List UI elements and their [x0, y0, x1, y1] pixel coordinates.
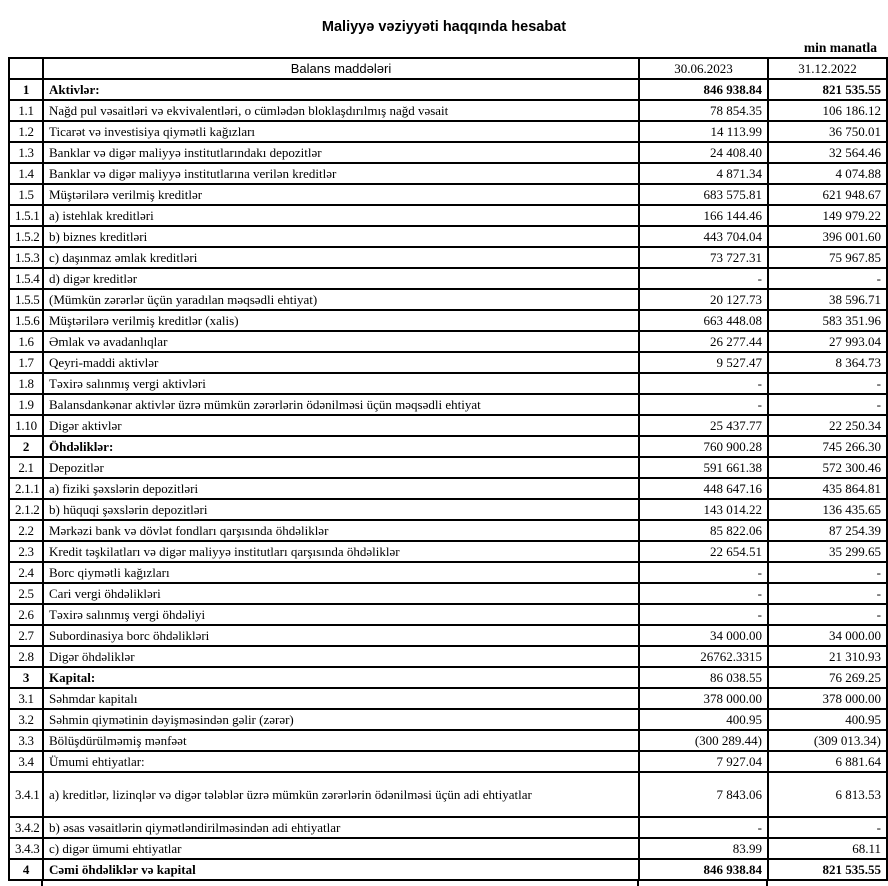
row-number: 2.3: [9, 541, 43, 562]
table-row: [9, 310, 887, 331]
row-label: Bölüşdürülməmiş mənfəət: [43, 730, 639, 751]
table-row: [9, 163, 887, 184]
table-row: [9, 709, 887, 730]
table-row: [9, 268, 887, 289]
row-label: Ümumi ehtiyatlar:: [43, 751, 639, 772]
row-number: 2.2: [9, 520, 43, 541]
column-line-stub: [637, 881, 639, 886]
row-number: 2.7: [9, 625, 43, 646]
row-number: 3.2: [9, 709, 43, 730]
row-value-30-06-2023: 26762.3315: [639, 646, 768, 667]
table-row: [9, 478, 887, 499]
row-number: 3.3: [9, 730, 43, 751]
row-number: 2.1.2: [9, 499, 43, 520]
row-value-31-12-2022: (309 013.34): [768, 730, 887, 751]
row-number: 1.5.5: [9, 289, 43, 310]
row-value-31-12-2022: -: [768, 562, 887, 583]
row-value-31-12-2022: 38 596.71: [768, 289, 887, 310]
row-number: 2.1: [9, 457, 43, 478]
row-value-31-12-2022: 35 299.65: [768, 541, 887, 562]
row-value-30-06-2023: 378 000.00: [639, 688, 768, 709]
row-value-30-06-2023: 14 113.99: [639, 121, 768, 142]
table-row: [9, 667, 887, 688]
row-number: 1.7: [9, 352, 43, 373]
row-label: Digər aktivlər: [43, 415, 639, 436]
row-label: c) digər ümumi ehtiyatlar: [43, 838, 639, 859]
row-value-30-06-2023: 83.99: [639, 838, 768, 859]
row-value-31-12-2022: 745 266.30: [768, 436, 887, 457]
table-row: [9, 289, 887, 310]
row-value-31-12-2022: 4 074.88: [768, 163, 887, 184]
row-label: d) digər kreditlər: [43, 268, 639, 289]
row-value-31-12-2022: 106 186.12: [768, 100, 887, 121]
row-value-30-06-2023: -: [639, 268, 768, 289]
table-row: [9, 352, 887, 373]
row-value-30-06-2023: -: [639, 817, 768, 838]
table-row: [9, 415, 887, 436]
row-value-30-06-2023: 7 927.04: [639, 751, 768, 772]
row-value-31-12-2022: 87 254.39: [768, 520, 887, 541]
table-row: [9, 817, 887, 838]
row-label: Digər öhdəliklər: [43, 646, 639, 667]
header-balance-items: Balans maddələri: [43, 58, 639, 79]
row-label: Mərkəzi bank və dövlət fondları qarşısında öhdəliklər: [43, 520, 639, 541]
row-value-31-12-2022: -: [768, 268, 887, 289]
row-label: Cari vergi öhdəlikləri: [43, 583, 639, 604]
row-value-30-06-2023: 86 038.55: [639, 667, 768, 688]
table-row: [9, 772, 887, 817]
row-value-31-12-2022: 821 535.55: [768, 859, 887, 880]
unit-note: min manatla: [803, 40, 877, 55]
row-value-31-12-2022: 8 364.73: [768, 352, 887, 373]
column-line-stub: [41, 881, 43, 886]
row-value-31-12-2022: -: [768, 373, 887, 394]
table-row: [9, 436, 887, 457]
table-row: [9, 838, 887, 859]
row-value-30-06-2023: -: [639, 604, 768, 625]
row-value-30-06-2023: -: [639, 373, 768, 394]
row-number: 3.4: [9, 751, 43, 772]
row-label: Nağd pul vəsaitləri və ekvivalentləri, o cümlədən bloklaşdırılmış nağd vəsait: [43, 100, 639, 121]
row-value-30-06-2023: 760 900.28: [639, 436, 768, 457]
row-value-31-12-2022: 76 269.25: [768, 667, 887, 688]
row-label: Müştərilərə verilmiş kreditlər: [43, 184, 639, 205]
table-row: [9, 331, 887, 352]
row-value-31-12-2022: -: [768, 604, 887, 625]
row-value-30-06-2023: 22 654.51: [639, 541, 768, 562]
row-value-30-06-2023: 683 575.81: [639, 184, 768, 205]
row-value-30-06-2023: 846 938.84: [639, 859, 768, 880]
row-label: a) istehlak kreditləri: [43, 205, 639, 226]
table-row: [9, 646, 887, 667]
row-label: a) fiziki şəxslərin depozitləri: [43, 478, 639, 499]
row-number: 1.9: [9, 394, 43, 415]
row-label: b) hüquqi şəxslərin depozitləri: [43, 499, 639, 520]
row-value-31-12-2022: 621 948.67: [768, 184, 887, 205]
row-value-31-12-2022: 21 310.93: [768, 646, 887, 667]
row-value-31-12-2022: 572 300.46: [768, 457, 887, 478]
row-value-30-06-2023: 7 843.06: [639, 772, 768, 817]
row-value-30-06-2023: 9 527.47: [639, 352, 768, 373]
row-label: Ticarət və investisiya qiymətli kağızları: [43, 121, 639, 142]
row-value-30-06-2023: -: [639, 583, 768, 604]
row-number: 2: [9, 436, 43, 457]
row-value-30-06-2023: 400.95: [639, 709, 768, 730]
row-number: 2.4: [9, 562, 43, 583]
row-value-30-06-2023: -: [639, 562, 768, 583]
row-value-30-06-2023: 443 704.04: [639, 226, 768, 247]
table-row: [9, 142, 887, 163]
row-value-31-12-2022: 6 813.53: [768, 772, 887, 817]
row-label: b) biznes kreditləri: [43, 226, 639, 247]
row-value-31-12-2022: 136 435.65: [768, 499, 887, 520]
table-row: [9, 79, 887, 100]
row-value-30-06-2023: 34 000.00: [639, 625, 768, 646]
row-number: 3.4.1: [9, 772, 43, 817]
row-value-30-06-2023: -: [639, 394, 768, 415]
row-number: 1.2: [9, 121, 43, 142]
row-number: 1.3: [9, 142, 43, 163]
row-number: 1.10: [9, 415, 43, 436]
row-number: 3.1: [9, 688, 43, 709]
row-label: Borc qiymətli kağızları: [43, 562, 639, 583]
row-label: a) kreditlər, lizinqlər və digər tələblər üzrə mümkün zərərlərin ödənilməsi üçün adi ehtiyatlar: [43, 772, 639, 817]
row-label: Öhdəliklər:: [43, 436, 639, 457]
row-number: 2.6: [9, 604, 43, 625]
row-value-30-06-2023: 166 144.46: [639, 205, 768, 226]
table-row: [9, 751, 887, 772]
row-number: 1: [9, 79, 43, 100]
header-number-cell: [9, 58, 43, 79]
row-number: 2.8: [9, 646, 43, 667]
row-number: 2.1.1: [9, 478, 43, 499]
table-header-row: [9, 58, 887, 79]
row-number: 1.1: [9, 100, 43, 121]
row-value-31-12-2022: 32 564.46: [768, 142, 887, 163]
table-row: [9, 100, 887, 121]
table-row: [9, 688, 887, 709]
row-label: Aktivlər:: [43, 79, 639, 100]
row-value-31-12-2022: -: [768, 583, 887, 604]
row-value-30-06-2023: 24 408.40: [639, 142, 768, 163]
row-value-30-06-2023: 85 822.06: [639, 520, 768, 541]
table-row: [9, 457, 887, 478]
row-value-31-12-2022: 435 864.81: [768, 478, 887, 499]
header-date-31-12-2022: 31.12.2022: [768, 58, 887, 79]
table-row: [9, 121, 887, 142]
row-number: 3.4.2: [9, 817, 43, 838]
row-number: 3: [9, 667, 43, 688]
row-value-30-06-2023: 78 854.35: [639, 100, 768, 121]
row-number: 1.5.3: [9, 247, 43, 268]
row-label: Təxirə salınmış vergi öhdəliyi: [43, 604, 639, 625]
row-value-31-12-2022: 821 535.55: [768, 79, 887, 100]
balance-sheet-table-wrapper: [8, 57, 888, 881]
row-number: 1.8: [9, 373, 43, 394]
row-label: Balansdankənar aktivlər üzrə mümkün zərərlərin ödənilməsi üçün məqsədli ehtiyat: [43, 394, 639, 415]
row-value-31-12-2022: 400.95: [768, 709, 887, 730]
table-row: [9, 373, 887, 394]
row-number: 1.6: [9, 331, 43, 352]
row-value-30-06-2023: 591 661.38: [639, 457, 768, 478]
row-value-31-12-2022: 34 000.00: [768, 625, 887, 646]
table-row: [9, 562, 887, 583]
row-value-31-12-2022: -: [768, 817, 887, 838]
row-label: Əmlak və avadanlıqlar: [43, 331, 639, 352]
table-row: [9, 625, 887, 646]
row-label: Səhmin qiymətinin dəyişməsindən gəlir (zərər): [43, 709, 639, 730]
row-number: 3.4.3: [9, 838, 43, 859]
row-number: 4: [9, 859, 43, 880]
table-row: [9, 730, 887, 751]
row-label: (Mümkün zərərlər üçün yaradılan məqsədli ehtiyat): [43, 289, 639, 310]
row-value-30-06-2023: 4 871.34: [639, 163, 768, 184]
row-label: Banklar və digər maliyyə institutlarına verilən kreditlər: [43, 163, 639, 184]
row-value-31-12-2022: 149 979.22: [768, 205, 887, 226]
table-row: [9, 499, 887, 520]
table-row: [9, 394, 887, 415]
row-number: 2.5: [9, 583, 43, 604]
table-row: [9, 247, 887, 268]
row-number: 1.5.4: [9, 268, 43, 289]
row-value-31-12-2022: 22 250.34: [768, 415, 887, 436]
row-value-31-12-2022: -: [768, 394, 887, 415]
row-value-30-06-2023: (300 289.44): [639, 730, 768, 751]
table-row: [9, 184, 887, 205]
row-label: Cəmi öhdəliklər və kapital: [43, 859, 639, 880]
row-label: c) daşınmaz əmlak kreditləri: [43, 247, 639, 268]
column-line-stub: [766, 881, 768, 886]
row-number: 1.5.6: [9, 310, 43, 331]
balance-sheet-table: [8, 57, 888, 881]
row-number: 1.4: [9, 163, 43, 184]
row-value-30-06-2023: 846 938.84: [639, 79, 768, 100]
row-label: Kapital:: [43, 667, 639, 688]
row-value-31-12-2022: 378 000.00: [768, 688, 887, 709]
row-label: Subordinasiya borc öhdəlikləri: [43, 625, 639, 646]
row-number: 1.5.1: [9, 205, 43, 226]
header-date-30-06-2023: 30.06.2023: [639, 58, 768, 79]
table-row: [9, 541, 887, 562]
page-title: Maliyyə vəziyyəti haqqında hesabat: [321, 19, 567, 35]
row-label: Qeyri-maddi aktivlər: [43, 352, 639, 373]
row-value-30-06-2023: 448 647.16: [639, 478, 768, 499]
row-value-31-12-2022: 68.11: [768, 838, 887, 859]
row-label: Təxirə salınmış vergi aktivləri: [43, 373, 639, 394]
table-row: [9, 859, 887, 880]
row-value-31-12-2022: 27 993.04: [768, 331, 887, 352]
row-number: 1.5: [9, 184, 43, 205]
row-label: b) əsas vəsaitlərin qiymətləndirilməsindən adi ehtiyatlar: [43, 817, 639, 838]
row-label: Depozitlər: [43, 457, 639, 478]
row-value-31-12-2022: 396 001.60: [768, 226, 887, 247]
row-number: 1.5.2: [9, 226, 43, 247]
row-value-30-06-2023: 73 727.31: [639, 247, 768, 268]
table-row: [9, 604, 887, 625]
row-value-30-06-2023: 26 277.44: [639, 331, 768, 352]
row-value-31-12-2022: 6 881.64: [768, 751, 887, 772]
row-value-31-12-2022: 36 750.01: [768, 121, 887, 142]
row-value-30-06-2023: 663 448.08: [639, 310, 768, 331]
row-value-31-12-2022: 583 351.96: [768, 310, 887, 331]
row-value-30-06-2023: 25 437.77: [639, 415, 768, 436]
row-label: Səhmdar kapitalı: [43, 688, 639, 709]
row-value-30-06-2023: 20 127.73: [639, 289, 768, 310]
row-label: Banklar və digər maliyyə institutlarındakı depozitlər: [43, 142, 639, 163]
table-row: [9, 205, 887, 226]
row-value-30-06-2023: 143 014.22: [639, 499, 768, 520]
table-row: [9, 583, 887, 604]
table-row: [9, 520, 887, 541]
balance-table-body: [9, 79, 887, 880]
row-label: Müştərilərə verilmiş kreditlər (xalis): [43, 310, 639, 331]
table-row: [9, 226, 887, 247]
row-value-31-12-2022: 75 967.85: [768, 247, 887, 268]
row-label: Kredit təşkilatları və digər maliyyə institutları qarşısında öhdəliklər: [43, 541, 639, 562]
